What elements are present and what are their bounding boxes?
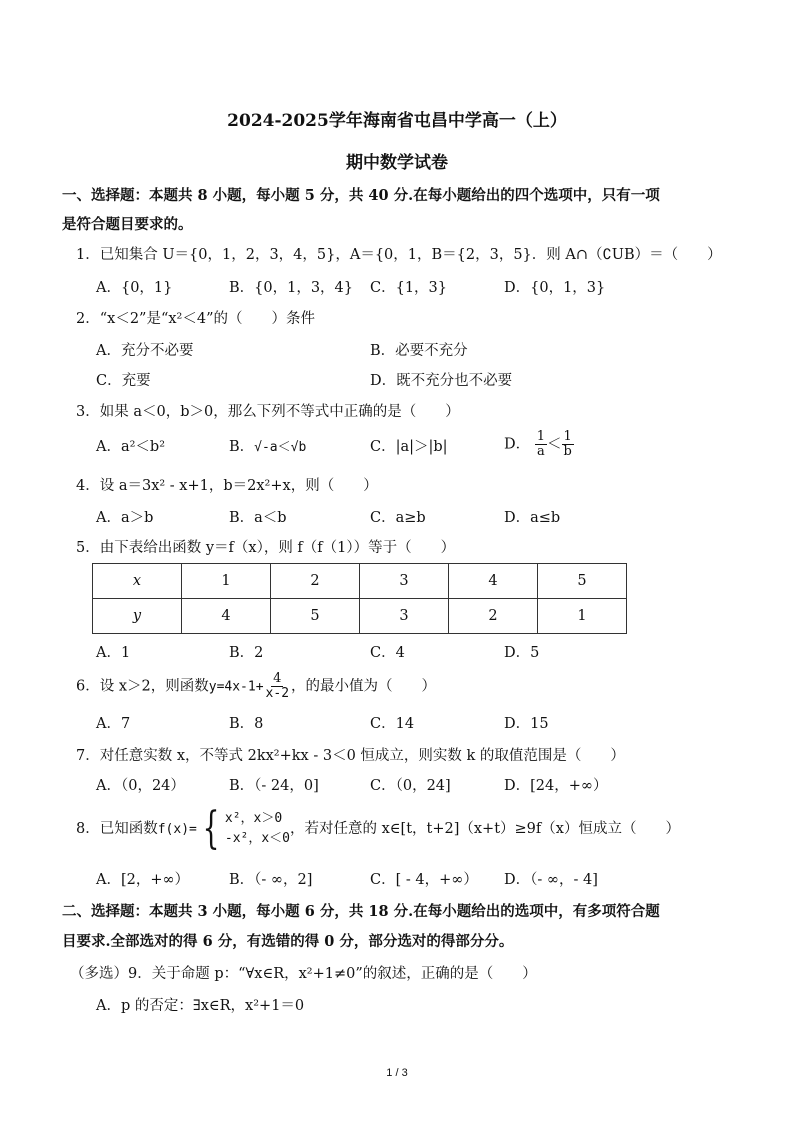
question-3-option-c: C．|a|＞|b|: [370, 439, 448, 455]
section1-heading-line2: 是符合题目要求的。: [62, 216, 193, 233]
question-1-option-d: D．{0，1，3}: [504, 280, 606, 296]
table-header-y: y: [93, 599, 182, 634]
section2-heading-line2: 目要求.全部选对的得 6 分，有选错的得 0 分，部分选对的得部分分。: [62, 933, 514, 950]
question-3-option-a: A．a²＜b²: [96, 439, 166, 455]
question-2-option-c: C．充要: [96, 373, 151, 389]
fraction-den: x-2: [265, 686, 290, 701]
question-7-stem: 7．对任意实数 x，不等式 2kx²+kx - 3＜0 恒成立，则实数 k 的取值范围是（ ）: [76, 748, 625, 764]
question-7-option-a: A．（0，24）: [96, 778, 185, 794]
table-cell: 2: [448, 599, 537, 634]
question-4-option-d: D．a≤b: [504, 510, 561, 526]
page-number: 1 / 3: [386, 1067, 408, 1079]
question-8-option-b: B．（- ∞，2]: [229, 872, 313, 888]
question-5-option-a: A．1: [96, 645, 131, 661]
function-name: f(x)=: [157, 822, 197, 837]
question-6-option-a: A．7: [96, 716, 131, 732]
question-1-stem: 1．已知集合 U＝{0，1，2，3，4，5}，A＝{0，1，B＝{2，3，5}．则 A∩（∁UB）＝（ ）: [76, 247, 722, 263]
question-4-option-b: B．a＜b: [229, 510, 287, 526]
fraction-left-den: a: [537, 444, 545, 459]
brace-icon: {: [202, 803, 220, 854]
question-8-option-c: C．[ - 4，+∞）: [370, 872, 478, 888]
question-3-option-b: [229, 437, 306, 458]
question-2-option-a: A．充分不必要: [96, 343, 194, 359]
question-5-stem: 5．由下表给出函数 y＝f（x），则 f（f（1））等于（ ）: [76, 540, 456, 556]
question-6-stem-post: ，的最小值为（ ）: [291, 678, 437, 695]
fraction-left-num: 1: [536, 429, 546, 444]
section2-heading-line1: 二、选择题：本题共 3 小题，每小题 6 分，共 18 分.在每小题给出的选项中，有多项符合题: [62, 903, 660, 920]
question-7-option-c: C．（0，24]: [370, 778, 451, 794]
question-4-option-c: C．a≥b: [370, 510, 426, 526]
function-value-table: [92, 563, 627, 634]
table-cell: 3: [359, 599, 448, 634]
table-cell: 2: [270, 564, 359, 599]
question-8-option-a: A．[2，+∞）: [96, 872, 190, 888]
question-6-stem-pre: 6．设 x＞2，则函数: [76, 678, 209, 695]
question-5-option-c: C．4: [370, 645, 405, 661]
question-8-stem-post: ，若对任意的 x∈[t，t+2]（x+t）≥9f（x）恒成立（ ）: [290, 821, 680, 837]
question-2-stem: 2．“x＜2”是“x²＜4”的（ ）条件: [76, 311, 315, 327]
piece-2: -x²，x＜0: [224, 831, 291, 846]
question-7-option-b: B．（- 24，0]: [229, 778, 319, 794]
question-2-option-d: D．既不充分也不必要: [370, 373, 513, 389]
table-cell: 1: [537, 599, 626, 634]
piecewise-definition: [225, 809, 290, 849]
question-1-option-c: C．{1，3}: [370, 280, 447, 296]
question-7-option-d: D．[24，+∞）: [504, 778, 608, 794]
fraction-right: [562, 430, 574, 459]
question-6-option-d: D．15: [504, 716, 549, 732]
table-cell: 5: [537, 564, 626, 599]
question-8-stem-pre: 8．已知函数: [76, 821, 158, 837]
table-row-x: [93, 564, 627, 599]
function-expression: y=4x-1+: [208, 679, 264, 695]
table-cell: 4: [448, 564, 537, 599]
question-3-option-d: [504, 430, 574, 459]
question-6-stem: [76, 672, 436, 701]
exam-subtitle: 期中数学试卷: [346, 153, 448, 173]
question-5-option-b: B．2: [229, 645, 264, 661]
fraction-num: 4: [273, 671, 282, 686]
less-than-sign: ＜: [547, 436, 562, 453]
question-2-option-b: B．必要不充分: [370, 343, 468, 359]
table-cell: 4: [181, 599, 270, 634]
question-3-stem: 3．如果 a＜0，b＞0，那么下列不等式中正确的是（ ）: [76, 404, 460, 420]
option-b-label: B．: [229, 439, 255, 455]
question-6-option-c: C．14: [370, 716, 415, 732]
table-cell: 3: [359, 564, 448, 599]
question-8-option-d: D．（- ∞，- 4]: [504, 872, 598, 888]
question-1-option-b: B．{0，1，3，4}: [229, 280, 354, 296]
piece-1: x²，x＞0: [224, 811, 283, 826]
question-5-option-d: D．5: [504, 645, 540, 661]
fraction-right-num: 1: [563, 429, 572, 444]
question-8-stem: [76, 803, 680, 854]
option-d-label: D．: [504, 436, 531, 453]
question-4-option-a: A．a＞b: [96, 510, 154, 526]
table-row-y: [93, 599, 627, 634]
fraction: [264, 672, 291, 701]
section1-heading-line1: 一、选择题：本题共 8 小题，每小题 5 分，共 40 分.在每小题给出的四个选项中，只有一项: [62, 187, 660, 204]
question-9-stem: （多选）9．关于命题 p：“∀x∈R，x²+1≠0”的叙述，正确的是（ ）: [70, 966, 537, 982]
question-4-stem: 4．设 a＝3x² - x+1，b＝2x²+x，则（ ）: [76, 478, 378, 494]
question-6-option-b: B．8: [229, 716, 264, 732]
question-9-option-a: A．p 的否定：∃x∈R，x²+1＝0: [96, 998, 305, 1014]
question-1-option-a: A．{0，1}: [96, 280, 173, 296]
table-cell: 5: [270, 599, 359, 634]
fraction-left: [535, 430, 547, 459]
fraction-right-den: b: [563, 444, 572, 459]
option-b-expression: √-a＜√b: [254, 440, 307, 455]
table-header-x: x: [93, 564, 182, 599]
table-cell: 1: [181, 564, 270, 599]
exam-title: 2024-2025学年海南省屯昌中学高一（上）: [227, 111, 567, 131]
